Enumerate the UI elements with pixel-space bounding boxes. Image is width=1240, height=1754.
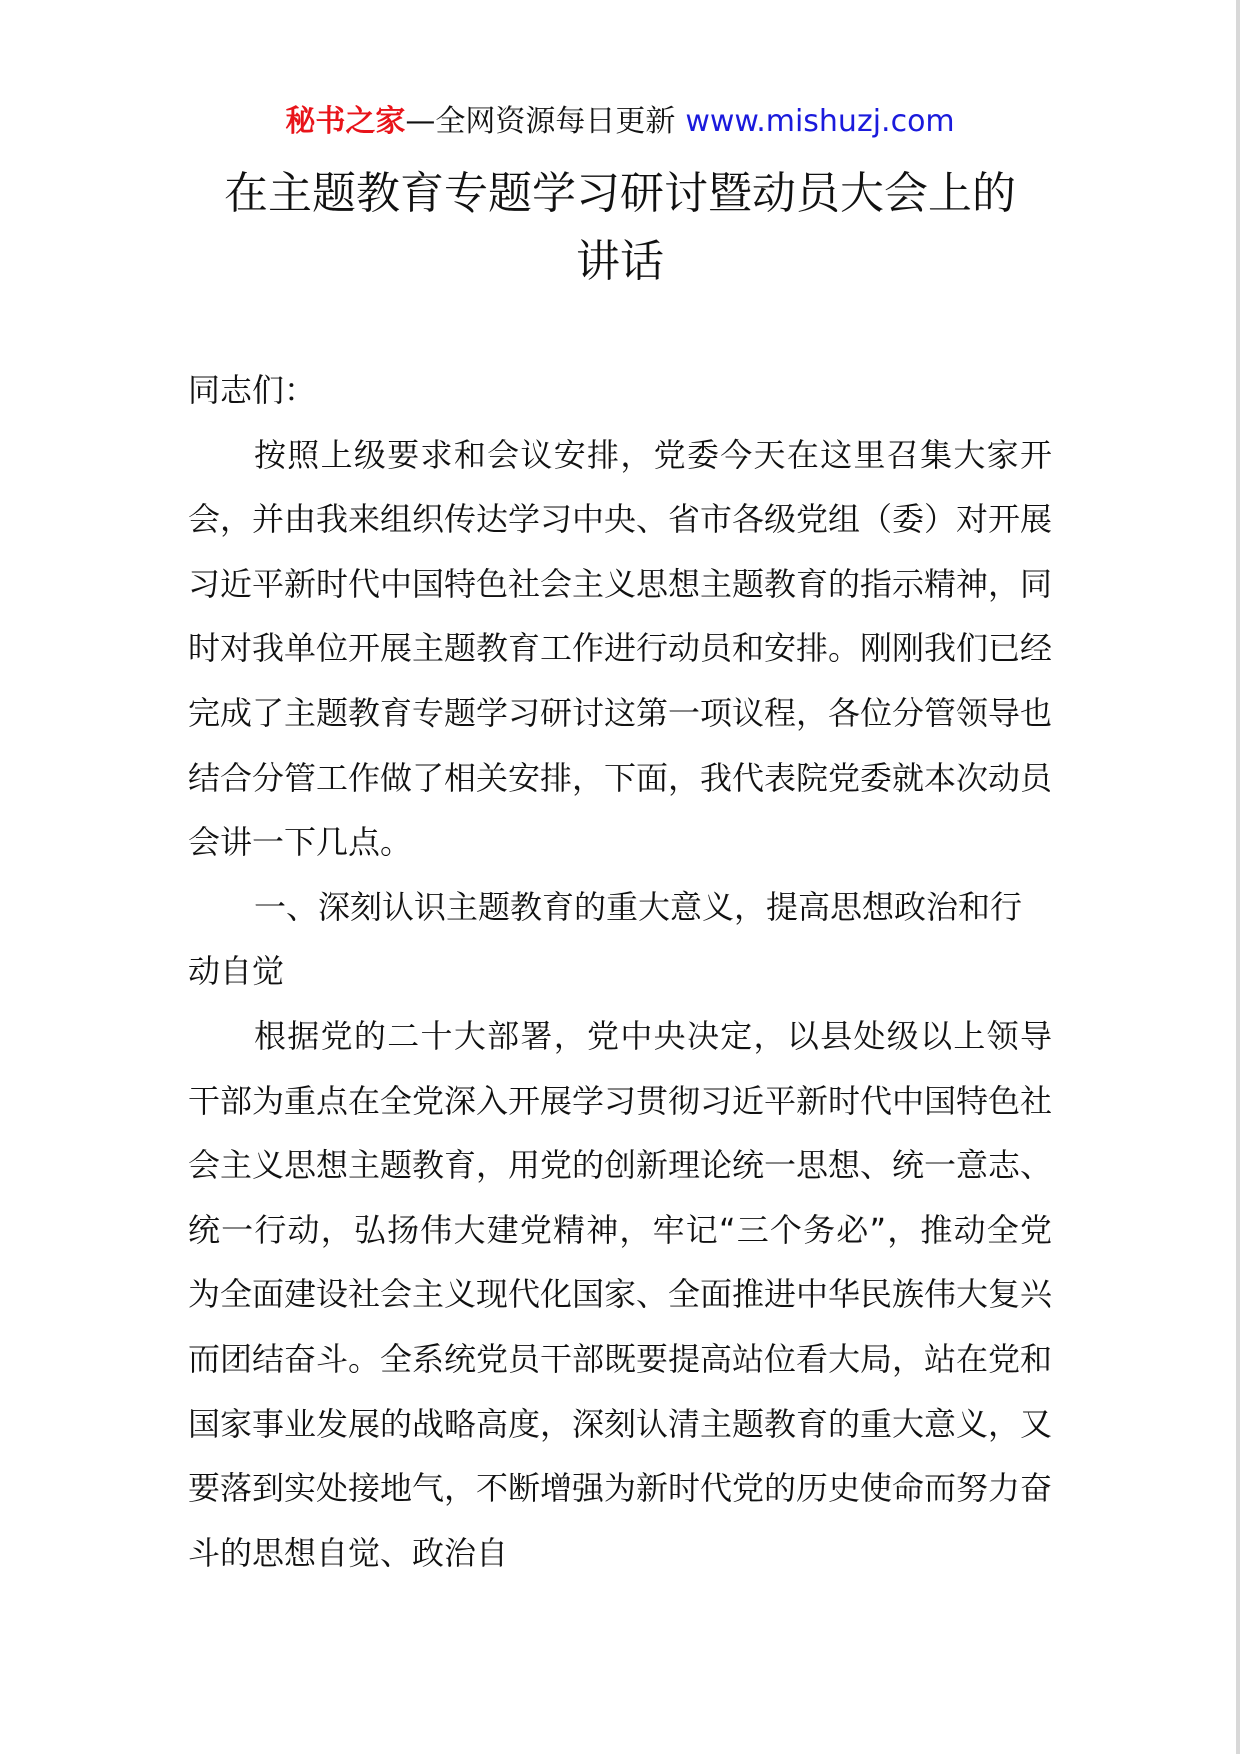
- site-header: [0, 100, 1240, 144]
- brand-name: 秘书之家: [285, 104, 406, 139]
- page-edge-divider: [1236, 0, 1240, 1754]
- salutation: 同志们：: [188, 371, 317, 409]
- document-title-line-2: 讲话: [576, 236, 664, 287]
- paragraph-1: 按照上级要求和会议安排，党委今天在这里召集大家开会，并由我来组织传达学习中央、省市各级党组（委）对开展习近平新时代中国特色社会主义思想主题教育的指示精神，同时对我单位开展主题教育工作进行动员和安排。刚刚我们已经完成了主题教育专题学习研讨这第一项议程，各位分管领导也结合分管工作做了相关安排，下面，我代表院党委就本次动员会讲一下几点。: [188, 435, 1053, 862]
- paragraph-2: 根据党的二十大部署，党中央决定，以县处级以上领导干部为重点在全党深入开展学习贯彻习近平新时代中国特色社会主义思想主题教育，用党的创新理论统一思想、统一意志、统一行动，弘扬伟大建党精神，牢记“三个务必”，推动全党为全面建设社会主义现代化国家、全面推进中华民族伟大复兴而团结奋斗。全系统党员干部既要提高站位看大局，站在党和国家事业发展的战略高度，深刻认清主题教育的重大意义，又要落到实处接地气，不断增强为新时代党的历史使命而努力奋斗的思想自觉、政治自: [188, 1016, 1053, 1572]
- site-url-link[interactable]: www.mishuzj.com: [685, 104, 955, 139]
- document-body: [188, 358, 1052, 1585]
- document-title-line-1: 在主题教育专题学习研讨暨动员大会上的: [224, 168, 1016, 219]
- section-heading-1: 一、深刻认识主题教育的重大意义，提高思想政治和行动自觉: [188, 887, 1023, 991]
- header-tagline: —全网资源每日更新: [405, 104, 676, 139]
- document-title: [150, 160, 1090, 296]
